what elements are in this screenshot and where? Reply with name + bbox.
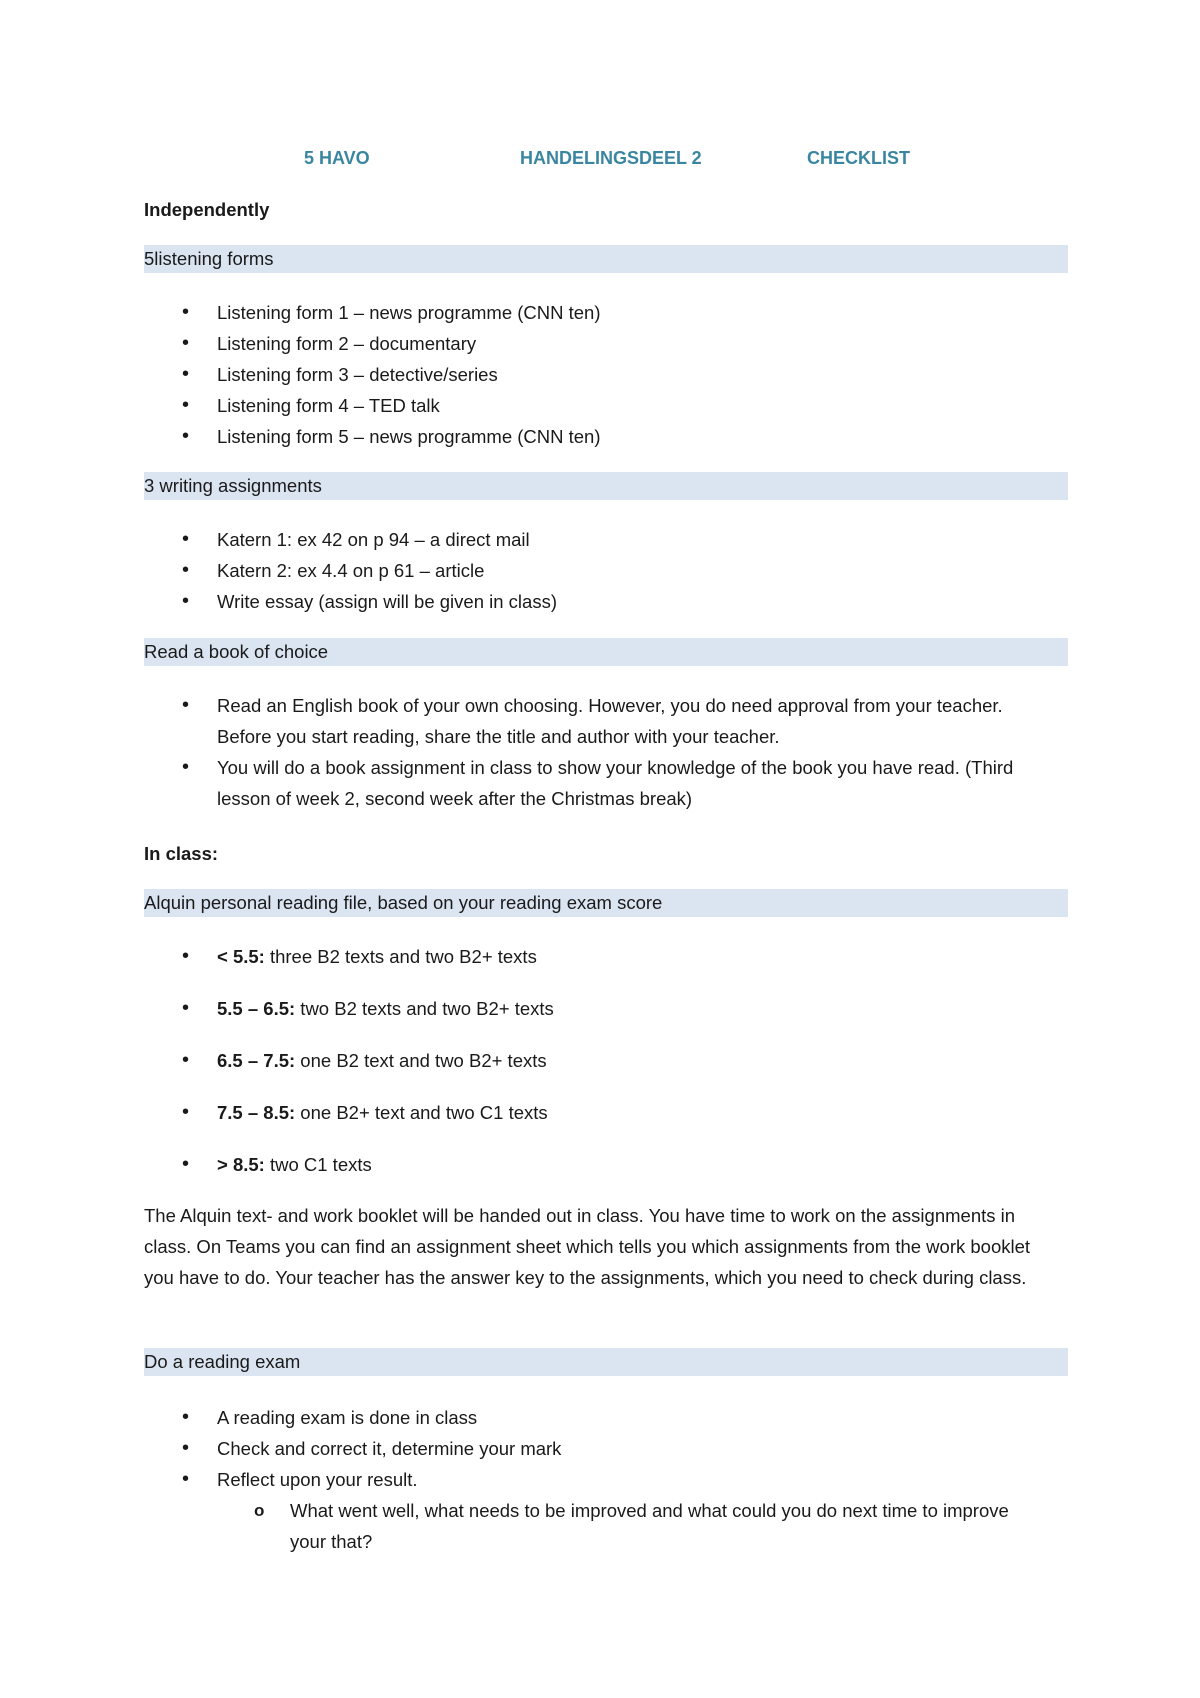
- list-item: • Read an English book of your own choosing. However, you do need approval from your teacher. Before you start reading, share the title and author with your teacher.: [144, 690, 1068, 752]
- book-list-container: [144, 690, 1068, 814]
- score-item: [144, 993, 1068, 1024]
- book-list: [144, 690, 1068, 814]
- alquin-title: Alquin personal reading file, based on your reading exam score: [144, 889, 1068, 917]
- document-page: [144, 0, 1068, 1698]
- header-part: HANDELINGSDEEL 2: [520, 148, 702, 168]
- score-range: < 5.5:: [217, 946, 265, 967]
- score-item: [144, 1097, 1068, 1128]
- score-text: two B2 texts and two B2+ texts: [295, 998, 554, 1019]
- list-item: • Katern 2: ex 4.4 on p 61 – article: [144, 555, 1068, 586]
- list-item: • Listening form 1 – news programme (CNN ten): [144, 297, 1068, 328]
- document-header: [144, 148, 1068, 174]
- score-text: three B2 texts and two B2+ texts: [264, 946, 537, 967]
- list-item: • Reflect upon your result.: [144, 1464, 1068, 1495]
- writing-list: [144, 524, 1068, 617]
- list-item: • Listening form 3 – detective/series: [144, 359, 1068, 390]
- writing-title: 3 writing assignments: [144, 472, 1068, 500]
- exam-sub-list: [144, 1495, 1068, 1557]
- book-title: Read a book of choice: [144, 638, 1068, 666]
- list-item: • Listening form 4 – TED talk: [144, 390, 1068, 421]
- score-item: [144, 1149, 1068, 1180]
- sub-list-item: o What went well, what needs to be improved and what could you do next time to improve your that?: [144, 1495, 1068, 1557]
- list-item: • A reading exam is done in class: [144, 1402, 1068, 1433]
- writing-list-container: [144, 524, 1068, 617]
- alquin-paragraph: The Alquin text- and work booklet will be handed out in class. You have time to work on the assignments in class. On Teams you can find an assignment sheet which tells you which assignments from the work booklet you have to do. Your teacher has the answer key to the assignments, which you need to check during class.: [144, 1205, 1031, 1288]
- listening-list: [144, 297, 1068, 452]
- alquin-list-container: [144, 941, 1068, 1201]
- list-item: • You will do a book assignment in class to show your knowledge of the book you have read. (Third lesson of week 2, second week after the Christmas break): [144, 752, 1068, 814]
- list-item: • Listening form 5 – news programme (CNN ten): [144, 421, 1068, 452]
- section-heading-in-class: In class:: [144, 843, 219, 864]
- exam-list-container: [144, 1402, 1068, 1557]
- header-doc-type: CHECKLIST: [807, 148, 910, 168]
- score-range: 7.5 – 8.5:: [217, 1102, 296, 1123]
- exam-list: [144, 1402, 1068, 1495]
- section-heading-independently: Independently: [144, 199, 270, 220]
- score-range: > 8.5:: [217, 1154, 265, 1175]
- exam-title: Do a reading exam: [144, 1348, 1068, 1376]
- score-text: one B2 text and two B2+ texts: [295, 1050, 547, 1071]
- score-text: one B2+ text and two C1 texts: [295, 1102, 548, 1123]
- score-text: two C1 texts: [264, 1154, 372, 1175]
- score-range: 6.5 – 7.5:: [217, 1050, 296, 1071]
- score-item: [144, 941, 1068, 972]
- alquin-score-list: [144, 941, 1068, 1180]
- header-class: 5 HAVO: [304, 148, 370, 168]
- list-item: • Katern 1: ex 42 on p 94 – a direct mail: [144, 524, 1068, 555]
- list-item: • Listening form 2 – documentary: [144, 328, 1068, 359]
- score-range: 5.5 – 6.5:: [217, 998, 296, 1019]
- score-item: [144, 1045, 1068, 1076]
- listening-title: 5listening forms: [144, 245, 1068, 273]
- listening-list-container: [144, 297, 1068, 452]
- list-item: • Write essay (assign will be given in class): [144, 586, 1068, 617]
- list-item: • Check and correct it, determine your mark: [144, 1433, 1068, 1464]
